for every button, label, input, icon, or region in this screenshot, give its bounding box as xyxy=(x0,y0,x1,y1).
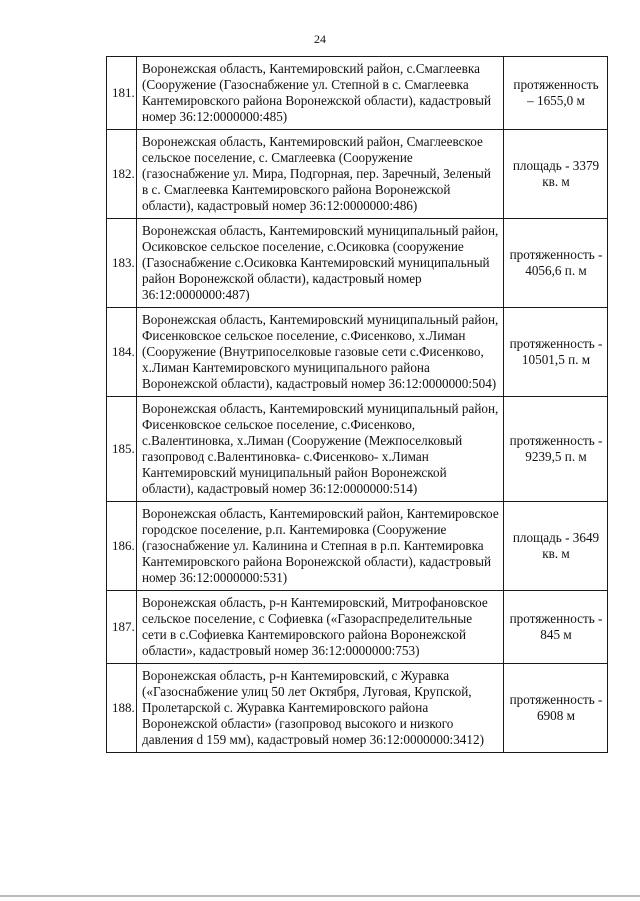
table-row xyxy=(107,219,608,308)
row-number: 182. xyxy=(107,130,137,219)
row-number: 188. xyxy=(107,664,137,753)
table-row xyxy=(107,130,608,219)
row-description: Воронежская область, р-н Кантемировский, с Журавка («Газоснабжение улиц 50 лет Октября, Луговая, Крупской, Пролетарской с. Журавка Кантемировского района Воронежской области» (газопровод высокого и низкого давления d 159 мм), кадастровый номер 36:12:0000000:3412) xyxy=(137,664,504,753)
row-number: 186. xyxy=(107,502,137,591)
table-row xyxy=(107,502,608,591)
row-number: 184. xyxy=(107,308,137,397)
row-description: Воронежская область, Кантемировский район, Кантемировское городское поселение, р.п. Кантемировка (Сооружение (газоснабжение ул. Калинина и Степная в р.п. Кантемировка Кантемировского района Воронежской области), кадастровый номер 36:12:0000000:531) xyxy=(137,502,504,591)
table-row xyxy=(107,57,608,130)
row-measure: протяженность – 1655,0 м xyxy=(504,57,608,130)
table-row xyxy=(107,308,608,397)
row-description: Воронежская область, Кантемировский район, с.Смаглеевка (Сооружение (Газоснабжение ул. Степной в с. Смаглеевка Кантемировского района Воронежской области), кадастровый номер 36:12:0000000:485) xyxy=(137,57,504,130)
row-number: 183. xyxy=(107,219,137,308)
row-number: 181. xyxy=(107,57,137,130)
row-description: Воронежская область, Кантемировский муниципальный район, Фисенковское сельское поселение, с.Фисенково, с.Валентиновка, х.Лиман (Сооружение (Межпоселковый газопровод с.Валентиновка- с.Фисенково- х.Лиман Кантемировский муниципальный район Воронежской области), кадастровый номер 36:12:0000000:514) xyxy=(137,397,504,502)
row-measure: площадь - 3649 кв. м xyxy=(504,502,608,591)
row-measure: протяженность - 845 м xyxy=(504,591,608,664)
table-row xyxy=(107,397,608,502)
row-description: Воронежская область, р-н Кантемировский, Митрофановское сельское поселение, с Софиевка («Газораспределительные сети в с.Софиевка Кантемировского района Воронежской области», кадастровый номер 36:12:0000000:753) xyxy=(137,591,504,664)
row-number: 185. xyxy=(107,397,137,502)
row-description: Воронежская область, Кантемировский район, Смаглеевское сельское поселение, с. Смаглеевка (Сооружение (газоснабжение ул. Мира, Подгорная, пер. Заречный, Зеленый в с. Смаглеевка Кантемировского района Воронежской области), кадастровый номер 36:12:0000000:486) xyxy=(137,130,504,219)
page-number: 24 xyxy=(314,32,326,46)
row-measure: протяженность - 4056,6 п. м xyxy=(504,219,608,308)
row-number: 187. xyxy=(107,591,137,664)
row-description: Воронежская область, Кантемировский муниципальный район, Фисенковское сельское поселение, с.Фисенково, х.Лиман (Сооружение (Внутрипоселковые газовые сети с.Фисенково, х.Лиман Кантемировского муниципального района Воронежской области), кадастровый номер 36:12:0000000:504) xyxy=(137,308,504,397)
table-row xyxy=(107,664,608,753)
row-measure: протяженность - 10501,5 п. м xyxy=(504,308,608,397)
table-row xyxy=(107,591,608,664)
row-measure: площадь - 3379 кв. м xyxy=(504,130,608,219)
row-description: Воронежская область, Кантемировский муниципальный район, Осиковское сельское поселение, с.Осиковка (сооружение (Газоснабжение с.Осиковка Кантемировский муниципальный район Воронежской области), кадастровый номер 36:12:0000000:487) xyxy=(137,219,504,308)
scan-edge-line xyxy=(0,895,640,897)
row-measure: протяженность - 6908 м xyxy=(504,664,608,753)
property-table xyxy=(106,56,608,753)
row-measure: протяженность - 9239,5 п. м xyxy=(504,397,608,502)
